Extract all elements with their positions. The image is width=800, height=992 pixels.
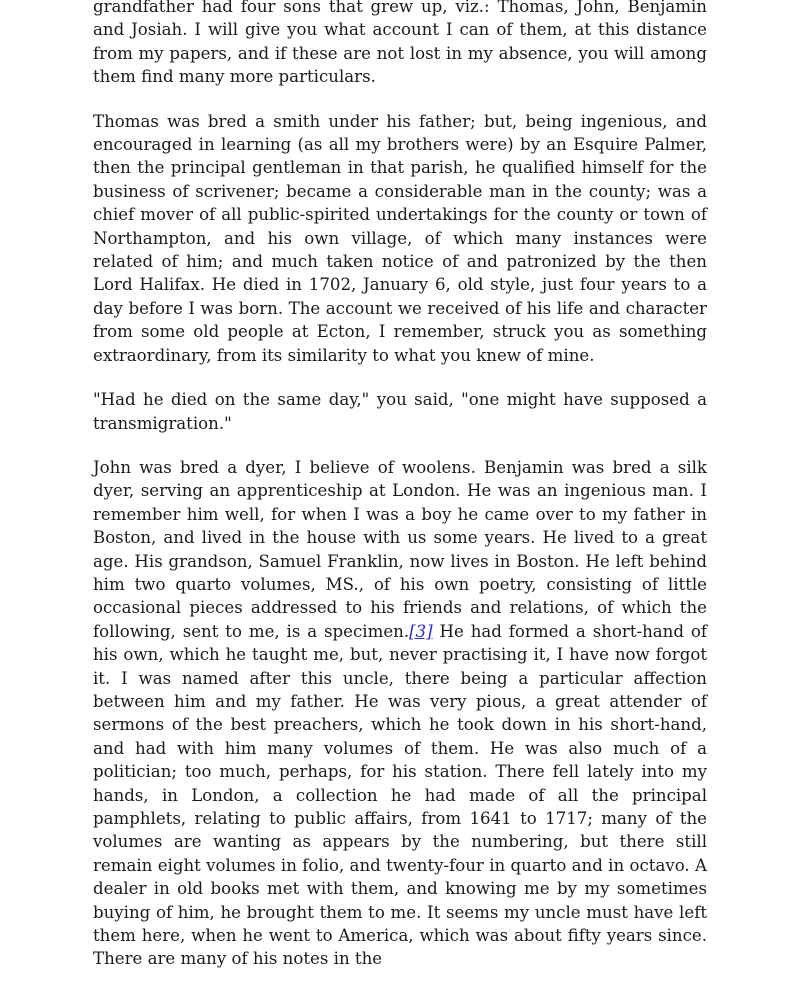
paragraph-thomas: [93, 110, 707, 367]
paragraph-text: Thomas was bred a smith under his father; but, being ingenious, and encouraged in learning (as all my brothers were) by an Esquire Palmer, then the principal gentleman in that parish, he qualified himself for the business of scrivener; became a considerable man in the county; was a chief mover of all public-spirited undertakings for the county or town of Northampton, and his own village, of which many instances were related of him; and much taken notice of and patronized by the then Lord Halifax. He died in 1702, January 6, old style, just four years to a day before I was born. The account we received of his life and character from some old people at Ecton, I remember, struck you as something extraordinary, from its similarity to what you knew of mine.: [93, 111, 707, 365]
paragraph-john-and-benjamin: [93, 456, 707, 971]
paragraph-text-after-footnote: He had formed a short-hand of his own, which he taught me, but, never practising it, I have now forgot it. I was named after this uncle, there being a particular affection between him and my father. He was very pious, a great attender of sermons of the best preachers, which he took down in his short-hand, and had with him many volumes of them. He was also much of a politician; too much, perhaps, for his station. There fell lately into my hands, in London, a collection he had made of all the principal pamphlets, relating to public affairs, from 1641 to 1717; many of the volumes are wanting as appears by the numbering, but there still remain eight volumes in folio, and twenty-four in quarto and in octavo. A dealer in old books met with them, and knowing me by my sometimes buying of him, he brought them to me. It seems my uncle must have left them here, when he went to America, which was about fifty years since. There are many of his notes in the: [93, 621, 708, 969]
paragraph-transmigration-quote: [93, 388, 707, 435]
footnote-link-3[interactable]: [3]: [409, 621, 433, 641]
paragraph-sons-of-grandfather: [93, 0, 707, 89]
paragraph-text-before-footnote: John was bred a dyer, I believe of woolens. Benjamin was bred a silk dyer, serving an apprenticeship at London. He was an ingenious man. I remember him well, for when I was a boy he came over to my father in Boston, and lived in the house with us some years. He lived to a great age. His grandson, Samuel Franklin, now lives in Boston. He left behind him two quarto volumes, MS., of his own poetry, consisting of little occasional pieces addressed to his friends and relations, of which the following, sent to me, is a specimen.: [93, 457, 707, 641]
paragraph-text: "Had he died on the same day," you said, "one might have supposed a transmigration.": [93, 390, 707, 433]
body-text: [93, 0, 707, 992]
paragraph-text: grandfather had four sons that grew up, viz.: Thomas, John, Benjamin and Josiah. I will give you what account I can of them, at this distance from my papers, and if these are not lost in my absence, you will among them find many more particulars.: [93, 0, 707, 87]
